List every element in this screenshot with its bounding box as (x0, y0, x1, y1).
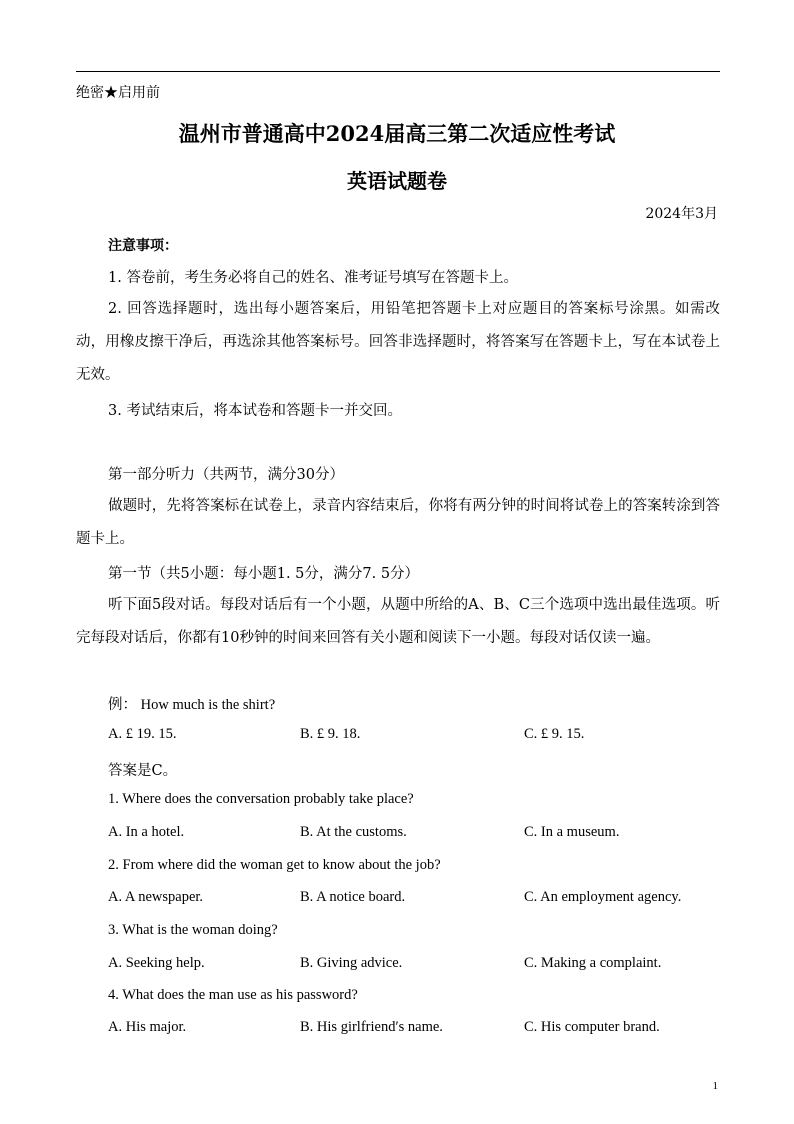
part1-instruction-text: 做题时，先将答案标在试卷上，录音内容结束后，你将有两分钟的时间将试卷上的答案转涂到答题卡上。 (76, 498, 720, 547)
example-answer: 答案是C。 (108, 763, 178, 779)
example-option-c: C. £ 9. 15. (524, 726, 585, 742)
exam-date: 2024年3月 (645, 206, 718, 222)
part1-instruction (76, 490, 720, 556)
question-3-option-a: A. Seeking help. (108, 955, 205, 971)
page-number: 1 (712, 1080, 718, 1092)
header-rule (76, 71, 720, 72)
notice-heading: 注意事项： (108, 238, 178, 254)
question-3-option-b: B. Giving advice. (300, 955, 403, 971)
notice-item-2 (76, 293, 720, 392)
notice-item-3: 3. 考试结束后，将本试卷和答题卡一并交回。 (108, 403, 402, 419)
question-2-option-c: C. An employment agency. (524, 889, 682, 905)
example-option-b: B. £ 9. 18. (300, 726, 361, 742)
example-question: 例： How much is the shirt? (108, 697, 276, 713)
exam-subtitle: 英语试题卷 (347, 169, 447, 193)
question-4: 4. What does the man use as his password? (108, 987, 358, 1003)
question-2-option-a: A. A newspaper. (108, 889, 204, 905)
question-2: 2. From where did the woman get to know about the job? (108, 857, 441, 873)
question-1-option-c: C. In a museum. (524, 824, 620, 840)
question-1-option-a: A. In a hotel. (108, 824, 185, 840)
question-4-option-a: A. His major. (108, 1019, 187, 1035)
question-2-option-b: B. A notice board. (300, 889, 406, 905)
section1-heading: 第一节（共5小题：每小题1. 5分，满分7. 5分） (108, 566, 420, 582)
exam-title: 温州市普通高中2024届高三第二次适应性考试 (178, 121, 616, 146)
section1-instruction (76, 589, 720, 655)
question-3-option-c: C. Making a complaint. (524, 955, 662, 971)
notice-item-2-text: 2. 回答选择题时，选出每小题答案后，用铅笔把答题卡上对应题目的答案标号涂黑。如需改动，用橡皮擦干净后，再选涂其他答案标号。回答非选择题时，将答案写在答题卡上，写在本试卷上无效。 (76, 301, 720, 383)
example-option-a: A. £ 19. 15. (108, 726, 177, 742)
notice-item-1: 1. 答卷前，考生务必将自己的姓名、准考证号填写在答题卡上。 (108, 270, 518, 286)
question-4-option-c: C. His computer brand. (524, 1019, 660, 1035)
question-4-option-b: B. His girlfriend′s name. (300, 1019, 443, 1035)
question-1: 1. Where does the conversation probably take place? (108, 791, 414, 807)
question-3: 3. What is the woman doing? (108, 922, 278, 938)
question-1-option-b: B. At the customs. (300, 824, 407, 840)
section1-instruction-text: 听下面5段对话。每段对话后有一个小题，从题中所给的A、B、C三个选项中选出最佳选项。听完每段对话后，你都有10秒钟的时间来回答有关小题和阅读下一小题。每段对话仅读一遍。 (76, 597, 720, 646)
confidential-label: 绝密★启用前 (76, 85, 160, 101)
part1-heading: 第一部分听力（共两节，满分30分） (108, 467, 344, 483)
